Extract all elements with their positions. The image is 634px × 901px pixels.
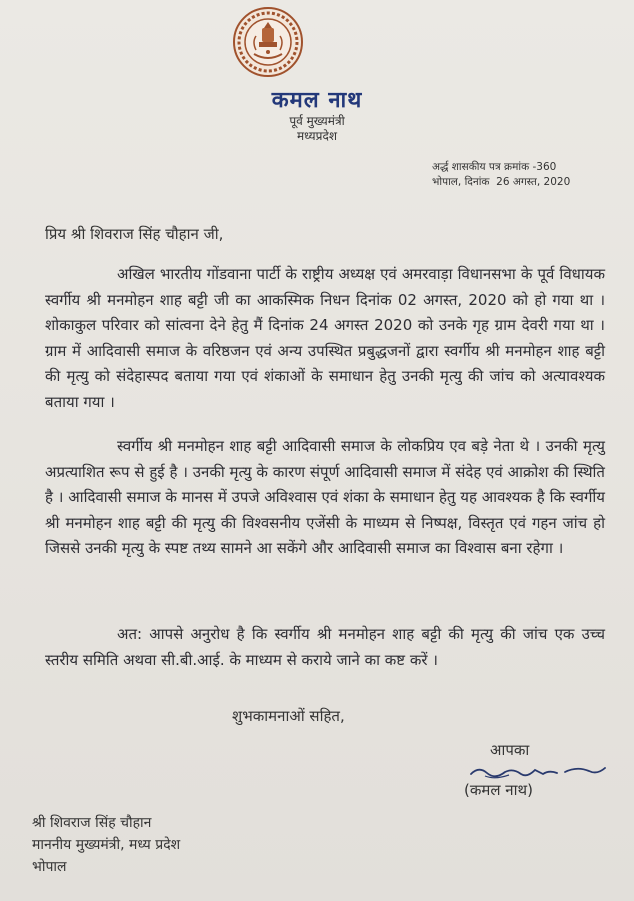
letterhead-name: कमल नाथ [271, 88, 363, 113]
letter-number: अर्द्ध शासकीय पत्र क्रमांक -360 [432, 161, 557, 173]
body-paragraph-1: अखिल भारतीय गोंडवाना पार्टी के राष्ट्रीय अध्यक्ष एवं अमरवाड़ा विधानसभा के पूर्व विधायक स्वर्गीय श्री मनमोहन शाह बट्टी जी का आकस्मिक निधन दिनांक 02 अगस्त, 2020 को हो गया था । शोकाकुल परिवार को सांत्वना देने हेतु मैं दिनांक 24 अगस्त 2020 को उनके गृह ग्राम देवरी गया था । ग्राम में आदिवासी समाज के वरिष्ठजन एवं अन्य उपस्थित प्रबुद्धजनों द्वारा स्वर्गीय श्री मनमोहन शाह बट्टी की मृत्यु को संदेहास्पद बताया गया एवं शंकाओं के समाधान हेतु उनकी मृत्यु की जांच को अत्यावश्यक बताया गया । [45, 265, 605, 411]
body-paragraph-3: अत: आपसे अनुरोध है कि स्वर्गीय श्री मनमोहन शाह बट्टी की मृत्यु की जांच एक उच्च स्तरीय समिति अथवा सी.बी.आई. के माध्यम से कराये जाने का कष्ट करें । [45, 625, 605, 669]
closing-greeting: शुभकामनाओं सहित, [232, 707, 345, 725]
designation-line-1: पूर्व मुख्यमंत्री [289, 114, 345, 128]
addressee-name: श्री शिवराज सिंह चौहान [32, 815, 152, 831]
body-paragraph-2: स्वर्गीय श्री मनमोहन शाह बट्टी आदिवासी समाज के लोकप्रिय एव बड़े नेता थे । उनकी मृत्यु अप्रत्याशित रूप से हुई है । उनकी मृत्यु के कारण संपूर्ण आदिवासी समाज में संदेह एवं आक्रोश की स्थिति है । आदिवासी समाज के मानस में उपजे अविश्वास एवं शंका के समाधान हेतु यह आवश्यक है कि स्वर्गीय श्री मनमोहन शाह बट्टी की मृत्यु की विश्वसनीय एजेंसी के माध्यम से निष्पक्ष, विस्तृत एवं गहन जांच हो जिससे उनकी मृत्यु के स्पष्ट तथ्य सामने आ सकेंगे और आदिवासी समाज का विश्वास बना रहेगा । [45, 437, 605, 557]
salutation: प्रिय श्री शिवराज सिंह चौहान जी, [45, 225, 224, 243]
addressee-city: भोपाल [32, 859, 67, 875]
signatory-name: (कमल नाथ) [464, 781, 533, 799]
place-date: भोपाल, दिनांक 26 अगस्त, 2020 [432, 176, 571, 188]
reference-block [432, 160, 612, 190]
state-emblem-icon [232, 6, 304, 78]
addressee-block [32, 812, 180, 878]
letterhead-designation [0, 114, 634, 144]
addressee-designation: माननीय मुख्यमंत्री, मध्य प्रदेश [32, 837, 181, 853]
signoff-yours: आपका [490, 741, 530, 759]
designation-line-2: मध्यप्रदेश [296, 129, 337, 143]
